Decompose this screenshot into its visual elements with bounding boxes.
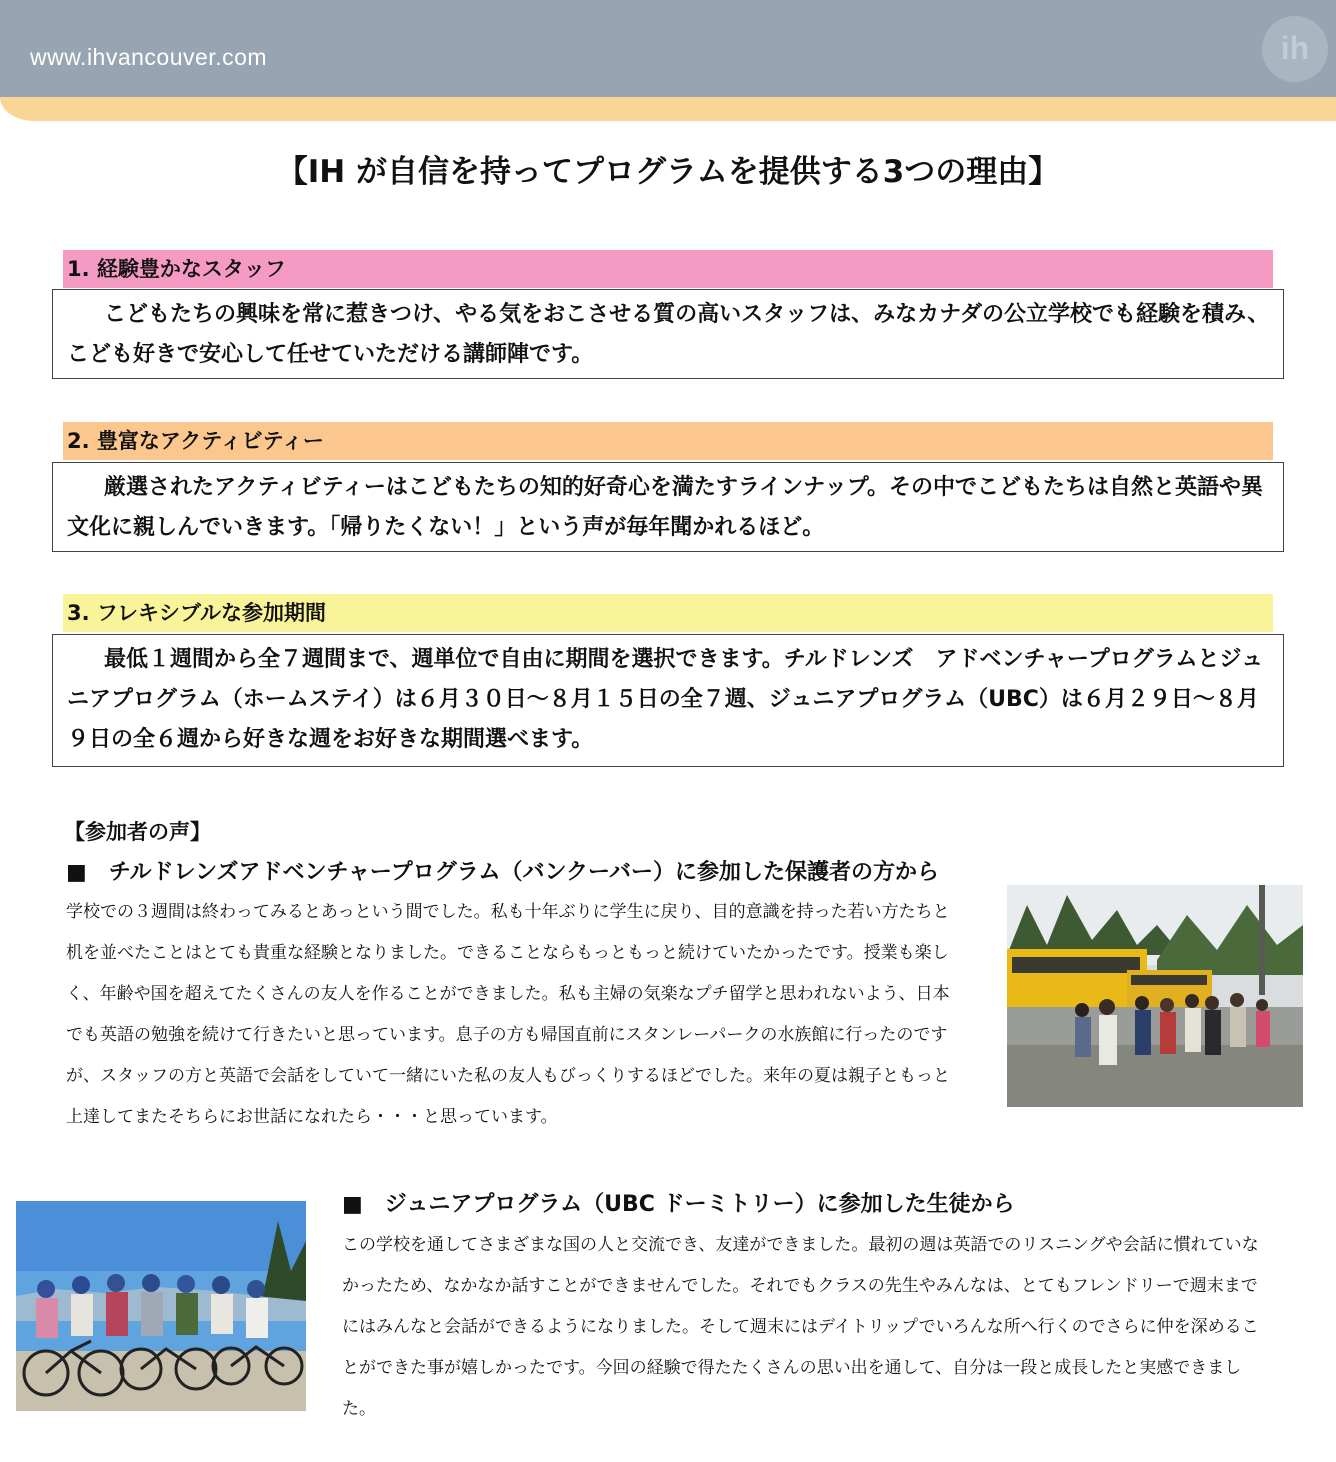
- testimonial-2-body: この学校を通してさまざまな国の人と交流でき、友達ができました。最初の週は英語でのリスニングや会話に慣れていなかったため、なかなか話すことができませんでした。それでもクラスの先生やみんなは、とてもフレンドリーで週末までにはみんなと会話ができるようになりました。そして週末にはデイトリップでいろんな所へ行くのでさらに仲を深めることができた事が嬉しかったです。今回の経験で得たたくさんの思い出を通して、自分は一段と成長したと実感できました。: [342, 1235, 1259, 1419]
- ih-logo: [1262, 16, 1328, 82]
- testimonial-1-title: ■ チルドレンズアドベンチャープログラム（バンクーバー）に参加した保護者の方から: [66, 860, 939, 885]
- section-2-heading: 2. 豊富なアクティビティー: [63, 422, 1273, 460]
- header-bar: [0, 0, 1336, 97]
- section-1-body: こどもたちの興味を常に惹きつけ、やる気をおこさせる質の高いスタッフは、みなカナダの公立学校でも経験を積み、こども好きで安心して任せていただける講師陣です。: [52, 289, 1284, 379]
- cycling-group-photo: [16, 1201, 306, 1411]
- testimonial-1-body: 学校での３週間は終わってみるとあっという間でした。私も十年ぶりに学生に戻り、目的意識を持った若い方たちと机を並べたことはとても貴重な経験となりました。できることならもっともっと続けていたかったです。授業も楽しく、年齢や国を超えてたくさんの友人を作ることができました。私も主婦の気楽なプチ留学と思われないよう、日本でも英語の勉強を続けて行きたいと思っています。息子の方も帰国直前にスタンレーパークの水族館に行ったのですが、スタッフの方と英語で会話をしていて一緒にいた私の友人もびっくりするほどでした。来年の夏は親子ともっと上達してまたそちらにお世話になれたら・・・と思っています。: [66, 902, 950, 1127]
- section-3-body: 最低１週間から全７週間まで、週単位で自由に期間を選択できます。チルドレンズ アドベンチャープログラムとジュニアプログラム（ホームステイ）は６月３０日～８月１５日の全７週、ジュニアプログラム（UBC）は６月２９日～８月９日の全６週から好きな週をお好きな期間選べます。: [52, 634, 1284, 767]
- section-1-heading: 1. 経験豊かなスタッフ: [63, 250, 1273, 288]
- school-bus-photo: [1007, 885, 1303, 1107]
- voices-heading: 【参加者の声】: [64, 820, 211, 844]
- testimonial-2-title: ■ ジュニアプログラム（UBC ドーミトリー）に参加した生徒から: [342, 1192, 1015, 1217]
- header-accent-band: [0, 97, 1336, 121]
- ih-logo-text: ih: [1280, 30, 1310, 66]
- site-url[interactable]: www.ihvancouver.com: [30, 44, 268, 70]
- page-title: 【IH が自信を持ってプログラムを提供する3つの理由】: [276, 154, 1060, 190]
- section-2-body: 厳選されたアクティビティーはこどもたちの知的好奇心を満たすラインナップ。その中でこどもたちは自然と英語や異文化に親しんでいきます。「帰りたくない！」という声が毎年聞かれるほど。: [52, 462, 1284, 552]
- section-3-heading: 3. フレキシブルな参加期間: [63, 594, 1273, 632]
